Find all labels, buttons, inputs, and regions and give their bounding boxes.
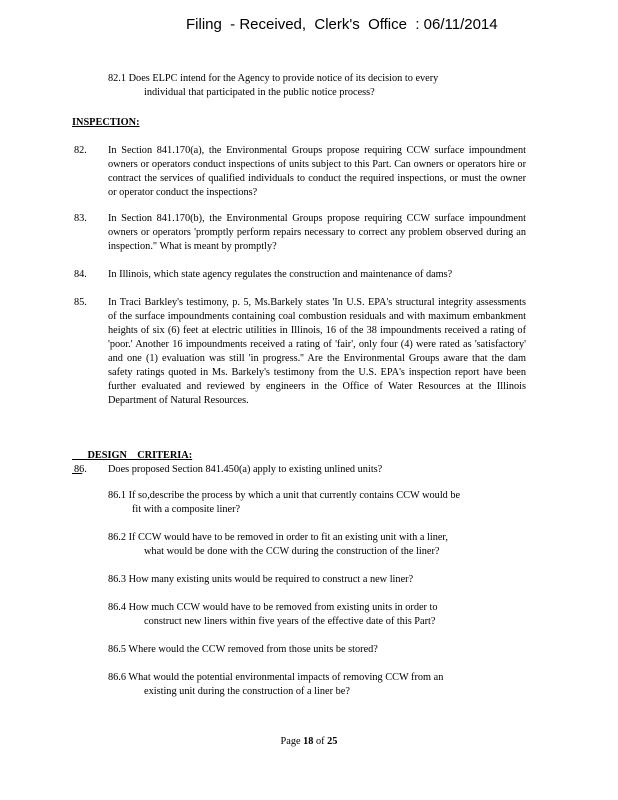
- sub-question-number: 86.6: [108, 672, 127, 683]
- of-label: of: [316, 736, 325, 747]
- question-number: 85.: [74, 297, 87, 308]
- sub-question-line2: existing unit during the construction of a liner be?: [144, 686, 350, 697]
- question-number: 86.: [74, 464, 87, 475]
- question-86-text: Does proposed Section 841.450(a) apply to existing unlined units?: [108, 464, 383, 475]
- page-label: Page: [280, 736, 301, 747]
- sub-question-line1: What would the potential environmental impacts of removing CCW from an: [128, 672, 444, 683]
- sub-question-line1: Where would the CCW removed from those units be stored?: [128, 644, 378, 655]
- question-84-text: In Illinois, which state agency regulates the construction and maintenance of dams?: [108, 269, 453, 280]
- question-82-text: In Section 841.170(a), the Environmental Groups propose requiring CCW surface impoundment owners or operators conduct inspections of units subject to this Part. Can owners or operators hire or contract the services of qualified individuals to conduct the required inspections, or must the owner or operator conduct the inspections?: [108, 145, 526, 198]
- sub-question-86-4: [108, 601, 528, 629]
- sub-question-line2: what would be done with the CCW during the construction of the liner?: [144, 546, 440, 557]
- sub-question-number: 86.4: [108, 602, 127, 613]
- question-text-line1: Does ELPC intend for the Agency to provide notice of its decision to every: [128, 73, 439, 84]
- sub-question-number: 86.3: [108, 574, 127, 585]
- sub-question-line1: How many existing units would be required to construct a new liner?: [128, 574, 414, 585]
- question-number: 83.: [74, 213, 87, 224]
- heading-text: DESIGN CRITERIA:: [87, 450, 193, 461]
- sub-question-line1: How much CCW would have to be removed from existing units in order to: [128, 602, 438, 613]
- question-85-text: In Traci Barkley's testimony, p. 5, Ms.Barkely states 'In U.S. EPA's structural integrity assessments of the surface impoundments containing coal combustion residuals and with maximum embankment heights of six (6) feet at electric utilities in Illinois, 16 of the 38 impoundments received a rating of 'poor.' Another 16 impoundments received a rating of 'fair', only four (4) were rated as 'satisfactory' and one (1) evaluation was still 'in progress.'' Are the Environmental Groups aware that the dam safety ratings quoted in Ms. Barkely's testimony from the U.S. EPA's inspection report have been further evaluated and reviewed by engineers in the Office of Water Resources at the Illinois Department of Natural Resources.: [108, 297, 526, 406]
- sub-question-number: 86.2: [108, 532, 127, 543]
- sub-question-line2: construct new liners within five years of the effective date of this Part?: [144, 616, 436, 627]
- filing-stamp: Filing - Received, Clerk's Office : 06/11/2014: [186, 16, 498, 33]
- sub-question-86-5: [108, 643, 528, 657]
- sub-question-86-1: [108, 489, 528, 517]
- sub-question-line1: If so,describe the process by which a unit that currently contains CCW would be: [128, 490, 461, 501]
- sub-question-86-6: [108, 671, 528, 699]
- question-83-text: In Section 841.170(b), the Environmental Groups propose requiring CCW surface impoundment owners or operators 'promptly perform repairs necessary to correct any problem observed during an inspection." What is meant by promptly?: [108, 213, 526, 252]
- total-pages: 25: [327, 736, 338, 747]
- question-text-line2: individual that participated in the public notice process?: [144, 87, 375, 98]
- question-number: 82.: [74, 145, 87, 156]
- question-number: 82.1: [108, 73, 127, 84]
- sub-question-line1: If CCW would have to be removed in order to fit an existing unit with a liner,: [128, 532, 448, 543]
- sub-question-number: 86.5: [108, 644, 127, 655]
- sub-question-86-3: [108, 573, 528, 587]
- question-number: 84.: [74, 269, 87, 280]
- page-footer: [0, 736, 618, 747]
- sub-question-number: 86.1: [108, 490, 127, 501]
- sub-question-86-2: [108, 531, 528, 559]
- page-number: 18: [303, 736, 314, 747]
- section-heading-inspection: [72, 116, 162, 130]
- sub-question-line2: fit with a composite liner?: [132, 504, 241, 515]
- heading-text: INSPECTION:: [72, 117, 140, 128]
- question-82-1: [108, 72, 528, 100]
